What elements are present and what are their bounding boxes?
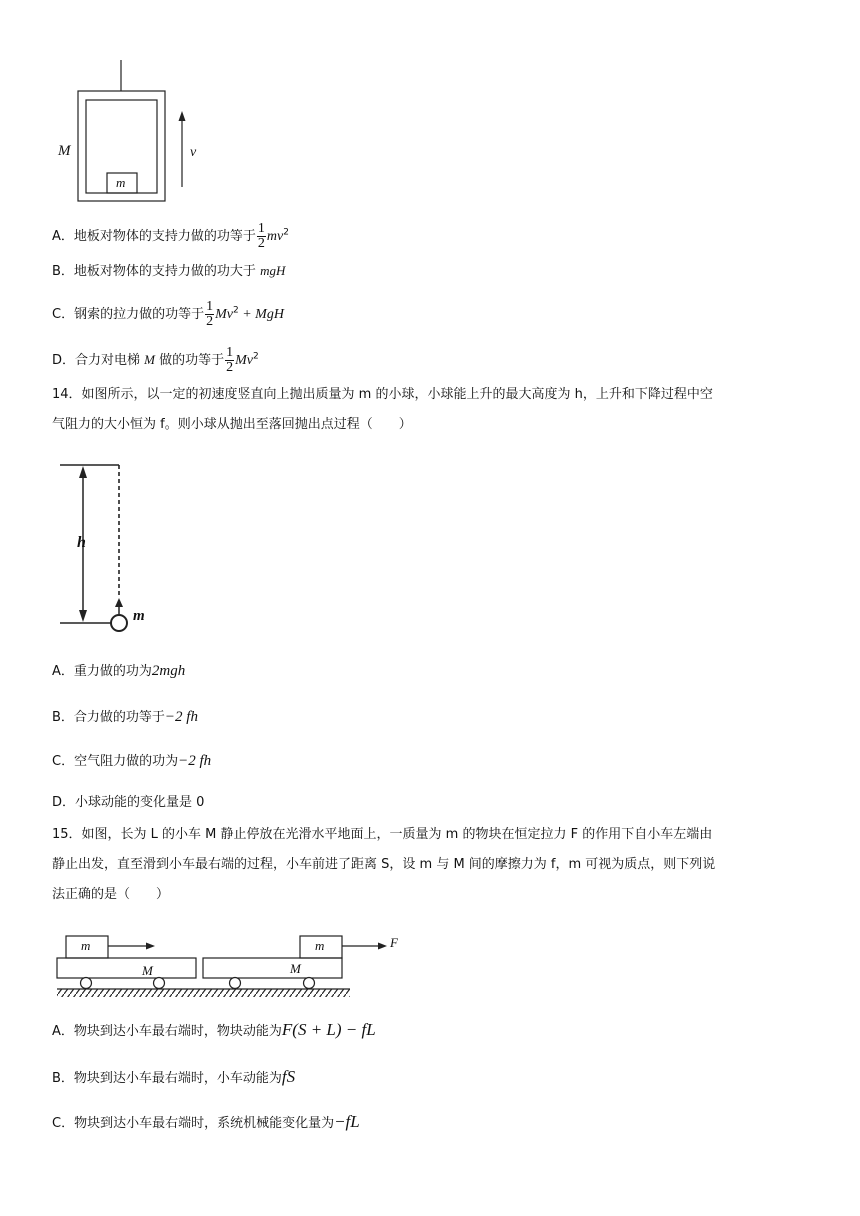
label-v: v: [190, 145, 197, 160]
q13-option-d: D．合力对电梯 M 做的功等于 $\frac{1}{2}$ Mv$^2$: [52, 345, 259, 375]
label-F: F: [390, 935, 398, 950]
elevator-figure: [50, 55, 220, 215]
throw-figure: [55, 458, 165, 638]
q15-option-c: C．物块到达小车最右端时，系统机械能变化量为−fL: [52, 1112, 360, 1131]
q15-stem: 15．如图，长为 L 的小车 M 静止停放在光滑水平地面上，一质量为 m 的物块在恒定拉力 F 的作用下自小车左端由 静止出发，直至滑到小车最右端的过程，小车前进了距离 S，设 m 与 M 间的摩擦力为 f，m 可视为质点，则下列说 法正确的是（ ）: [52, 827, 716, 902]
q14-option-c: C．空气阻力做的功为−2 fh: [52, 753, 212, 769]
fraction: $\frac{1}{2}$: [226, 345, 234, 375]
fraction: $\frac{1}{2}$: [206, 299, 214, 329]
elevator-diagram: [50, 55, 220, 215]
q15-option-a: A．物块到达小车最右端时，物块动能为F(S + L) − fL: [52, 1020, 376, 1039]
label-M: M: [58, 143, 71, 159]
q13-option-b: B．地板对物体的支持力做的功大于 mgH: [52, 263, 286, 279]
label-m: m: [116, 175, 126, 190]
q14-option-b: B．合力做的功等于−2 fh: [52, 709, 198, 725]
fraction: $\frac{1}{2}$: [257, 221, 265, 251]
cart-figure: [52, 930, 412, 1005]
q13-option-c: C．钢索的拉力做的功等于 $\frac{1}{2}$ $Mv^2$ + MgH: [52, 299, 284, 329]
label-h: h: [77, 534, 86, 551]
label-m-right: m: [315, 938, 325, 953]
q15-option-b: B．物块到达小车最右端时，小车动能为fS: [52, 1067, 296, 1086]
label-M-right: M: [290, 961, 301, 976]
q14-stem: 14．如图所示，以一定的初速度竖直向上抛出质量为 m 的小球，小球能上升的最大高度为 h，上升和下降过程中空 气阻力的大小恒为 f。则小球从抛出至落回抛出点过程（ ）: [52, 387, 713, 432]
cart-diagram: [52, 930, 412, 1005]
label-m-left: m: [81, 938, 91, 953]
label-M-left: M: [142, 963, 153, 978]
throw-diagram: [55, 458, 165, 638]
label-ball-m: m: [133, 608, 145, 624]
q14-option-d: D．小球动能的变化量是 0: [52, 795, 205, 810]
q13-option-a: A．地板对物体的支持力做的功等于 $\frac{1}{2}$ $mv^2$: [52, 221, 289, 251]
q14-option-a: A．重力做的功为2mgh: [52, 663, 186, 679]
